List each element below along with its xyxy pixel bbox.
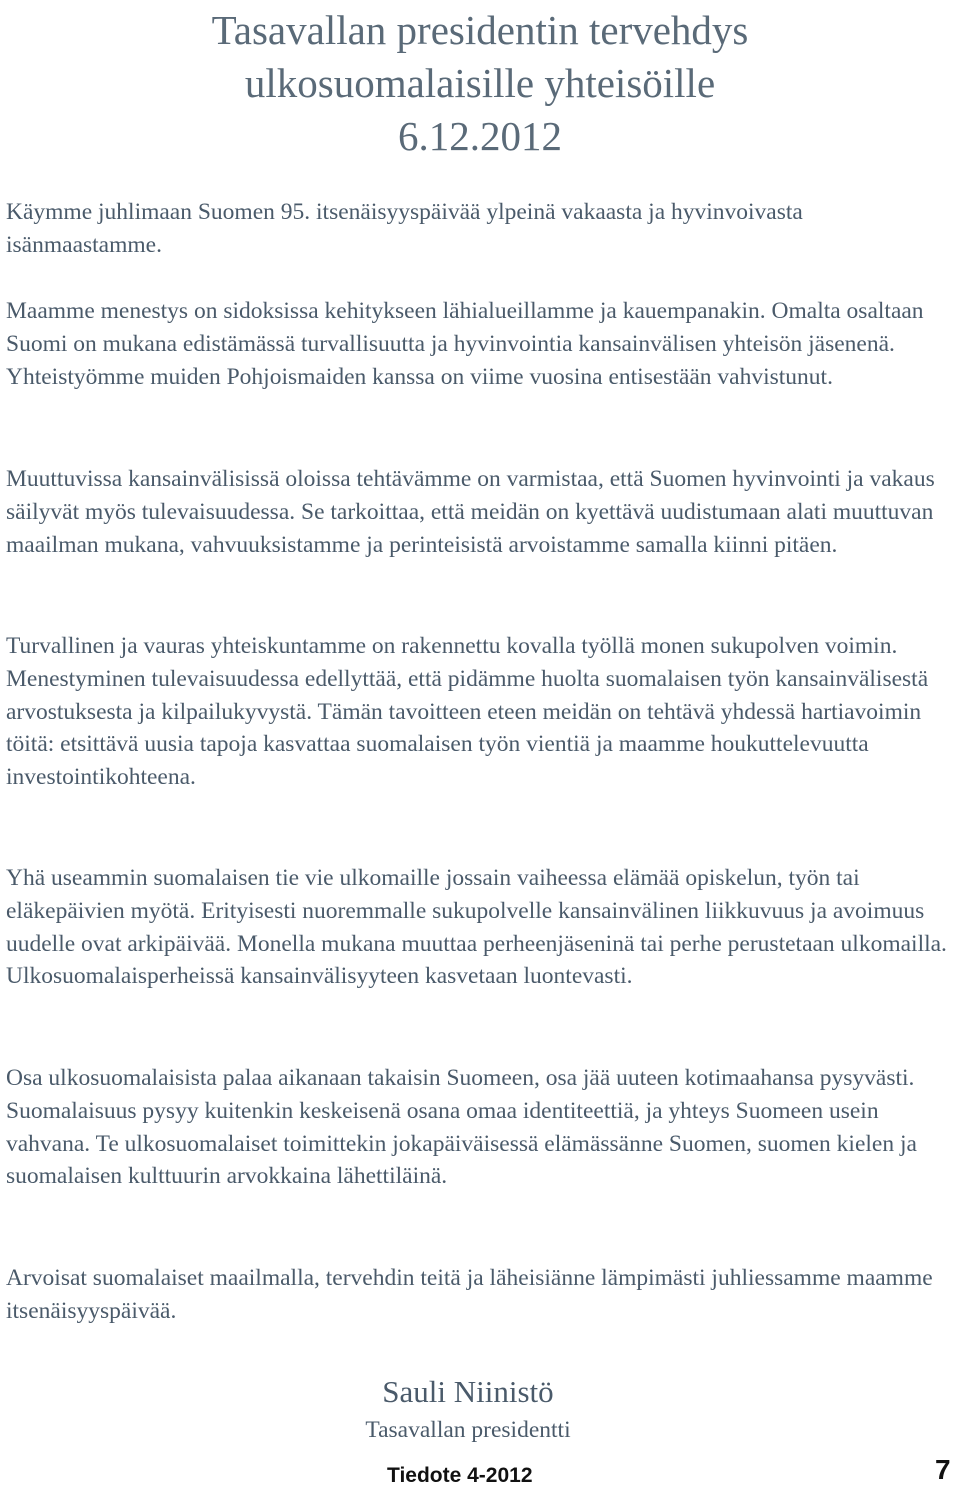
paragraph-2: Maamme menestys on sidoksissa kehitykseen lähialueillamme ja kauempanakin. Omalta osaltaan Suomi on mukana edistämässä turvallisuutta ja hyvinvointia kansainvälisen yhteisön jäsenenä. Yhteistyömme muiden Pohjoismaiden kanssa on viime vuosina entisestään vahvistunut. xyxy=(6,298,924,390)
paragraph-1: Käymme juhlimaan Suomen 95. itsenäisyyspäivää ylpeinä vakaasta ja hyvinvoivasta isänmaastamme. xyxy=(6,199,803,258)
paragraph-3: Muuttuvissa kansainvälisissä oloissa tehtävämme on varmistaa, että Suomen hyvinvointi ja vakaus säilyvät myös tulevaisuudessa. Se tarkoittaa, että meidän on kyettävä uudistumaan alati muuttuvan maailman mukana, vahvuuksistamme ja perinteisistä arvoistamme samalla kiinni pitäen. xyxy=(6,466,935,558)
document-title xyxy=(0,4,960,163)
title-date: 6.12.2012 xyxy=(398,113,562,159)
paragraph-5: Yhä useammin suomalaisen tie vie ulkomaille jossain vaiheessa elämää opiskelun, työn tai eläkepäivien myötä. Erityisesti nuoremmalle sukupolvelle kansainvälinen liikkuvuus ja avoimuus uudelle ovat arkipäivää. Monella mukana muuttaa perheenjäseninä tai perhe perustetaan ulkomailla. Ulkosuomalaisperheissä kansainvälisyyteen kasvetaan luontevasti. xyxy=(6,865,947,990)
page-number: 7 xyxy=(935,1454,951,1485)
title-line-2: ulkosuomalaisille yhteisöille xyxy=(244,60,716,106)
paragraph-7: Arvoisat suomalaiset maailmalla, tervehdin teitä ja läheisiänne lämpimästi juhliessamme maamme itsenäisyyspäivää. xyxy=(6,1265,933,1324)
signature-name: Sauli Niinistö xyxy=(382,1374,554,1409)
signature-title: Tasavallan presidentti xyxy=(365,1417,571,1443)
paragraph-4: Turvallinen ja vauras yhteiskuntamme on rakennettu kovalla työllä monen sukupolven voimin. Menestyminen tulevaisuudessa edellyttää, että pidämme huolta suomalaisen työn kansainvälisestä arvostuksesta ja kilpailukyvystä. Tämän tavoitteen eteen meidän on tehtävä yhdessä hartiavoimin töitä: etsittävä uusia tapoja kasvattaa suomalaisen työn vientiä ja maamme houkuttelevuutta investointikohteena. xyxy=(6,633,929,791)
paragraph-6: Osa ulkosuomalaisista palaa aikanaan takaisin Suomeen, osa jää uuteen kotimaahansa pysyvästi. Suomalaisuus pysyy kuitenkin keskeisenä osana omaa identiteettiä, ja yhteys Suomeen usein vahvana. Te ulkosuomalaiset toimittekin jokapäiväisessä elämässänne Suomen, suomen kielen ja suomalaisen kulttuurin arvokkaina lähettiläinä. xyxy=(6,1065,917,1190)
footer-label: Tiedote 4-2012 xyxy=(387,1464,533,1487)
title-line-1: Tasavallan presidentin tervehdys xyxy=(211,7,749,53)
